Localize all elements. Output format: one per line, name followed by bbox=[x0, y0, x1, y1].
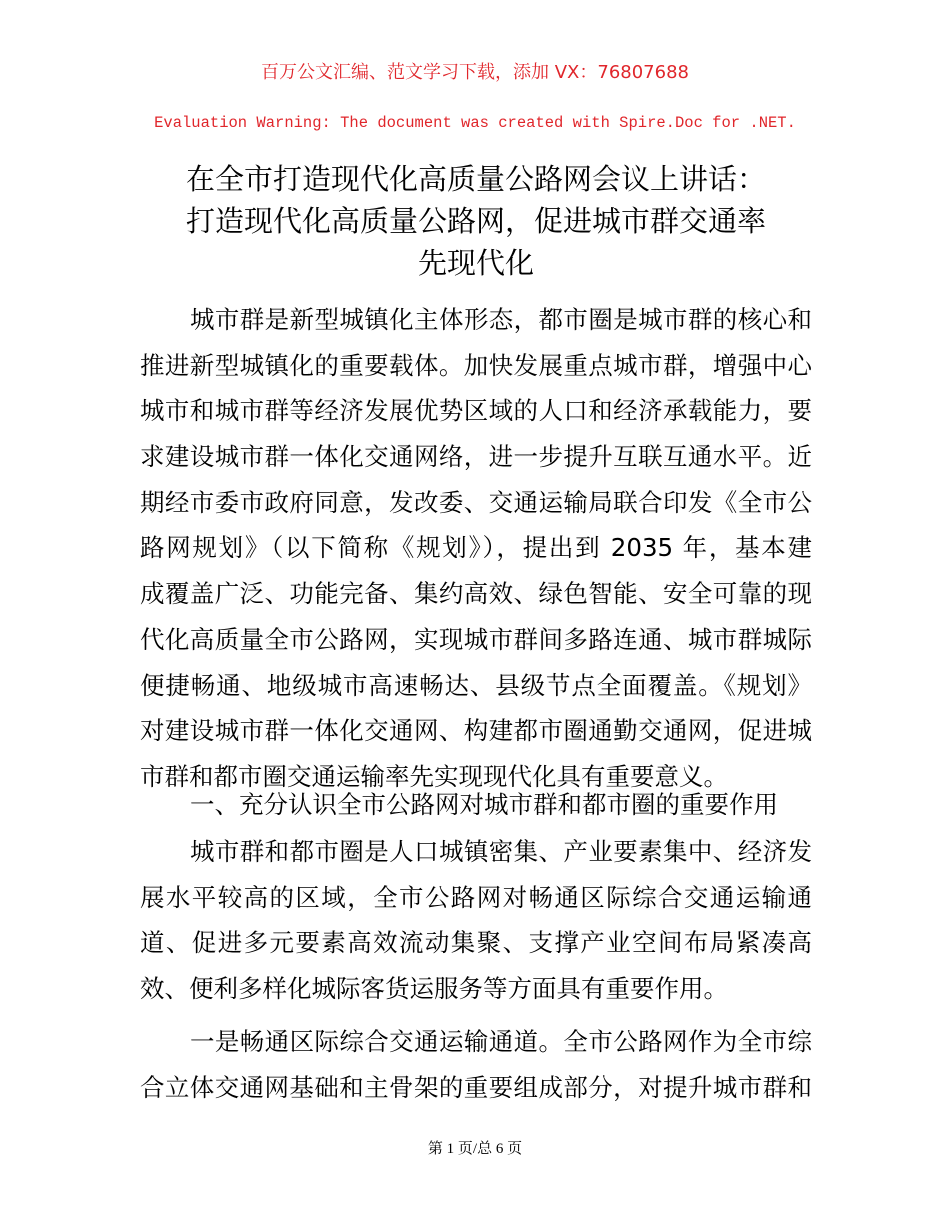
paragraph-section-1 bbox=[140, 829, 812, 1012]
promo-banner: 百万公文汇编、范文学习下载，添加 VX：76807688 bbox=[261, 62, 689, 83]
text-line: 期经市委市政府同意，发改委、交通运输局联合印发《全市公 bbox=[140, 487, 812, 517]
section-heading-1 bbox=[140, 782, 812, 828]
evaluation-warning: Evaluation Warning: The document was created with Spire.Doc for .NET. bbox=[154, 114, 796, 132]
text-line: 城市和城市群等经济发展优势区域的人口和经济承载能力，要 bbox=[140, 396, 812, 426]
paragraph-intro bbox=[140, 297, 812, 800]
text-line: 求建设城市群一体化交通网络，进一步提升互联互通水平。近 bbox=[140, 442, 812, 472]
text-line: 推进新型城镇化的重要载体。加快发展重点城市群，增强中心 bbox=[140, 350, 812, 380]
title-line: 在全市打造现代化高质量公路网会议上讲话： bbox=[185, 162, 766, 196]
text-line: 市群和都市圈交通运输率先实现现代化具有重要意义。 bbox=[140, 761, 728, 791]
text-line: 效、便利多样化城际客货运服务等方面具有重要作用。 bbox=[140, 974, 728, 1004]
text-line: 城市群是新型城镇化主体形态，都市圈是城市群的核心和 bbox=[190, 305, 812, 334]
text-line: 对建设城市群一体化交通网、构建都市圈通勤交通网，促进城 bbox=[140, 716, 812, 746]
page-number: 第 1 页/总 6 页 bbox=[427, 1141, 523, 1157]
text-line: 便捷畅通、地级城市高速畅达、县级节点全面覆盖。《规划》 bbox=[140, 670, 812, 700]
text-line: 成覆盖广泛、功能完备、集约高效、绿色智能、安全可靠的现 bbox=[140, 579, 812, 609]
text-line: 路网规划》（以下简称《规划》），提出到 2035 年，基本建 bbox=[140, 533, 812, 563]
title-line: 打造现代化高质量公路网，促进城市群交通率 bbox=[185, 204, 766, 238]
document-title bbox=[140, 158, 812, 284]
text-line: 城市群和都市圈是人口城镇密集、产业要素集中、经济发 bbox=[190, 837, 812, 866]
text-line: 道、促进多元要素高效流动集聚、支撑产业空间布局紧凑高 bbox=[140, 928, 812, 958]
text-line: 合立体交通网基础和主骨架的重要组成部分，对提升城市群和 bbox=[140, 1072, 812, 1102]
text-line: 代化高质量全市公路网，实现城市群间多路连通、城市群城际 bbox=[140, 624, 812, 654]
text-line: 展水平较高的区域，全市公路网对畅通区际综合交通运输通 bbox=[140, 882, 812, 912]
text-line: 一是畅通区际综合交通运输通道。全市公路网作为全市综 bbox=[190, 1027, 812, 1056]
text-line: 一、充分认识全市公路网对城市群和都市圈的重要作用 bbox=[190, 790, 778, 819]
paragraph-point-1 bbox=[140, 1019, 812, 1110]
title-line: 先现代化 bbox=[417, 246, 534, 280]
